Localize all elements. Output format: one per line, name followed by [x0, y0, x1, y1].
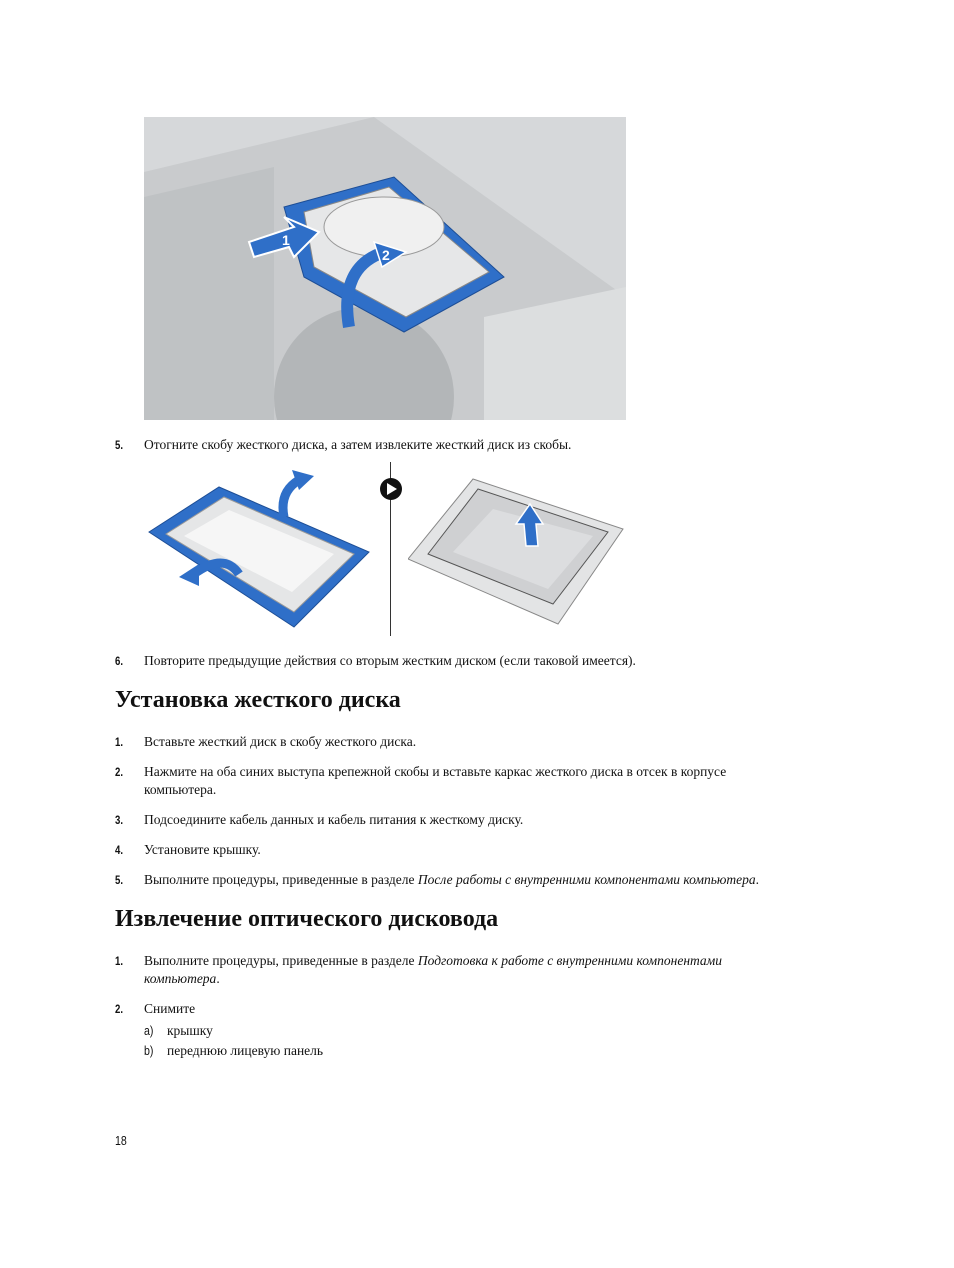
- step-number: 5.: [115, 438, 124, 452]
- cross-reference-link-cont[interactable]: компьютера: [144, 971, 217, 986]
- step-number: 2.: [115, 1002, 124, 1016]
- svg-text:2: 2: [382, 247, 390, 263]
- substep-label: b): [144, 1044, 154, 1058]
- period: .: [755, 872, 760, 887]
- step-text: [144, 952, 722, 970]
- step-number: 1.: [115, 735, 124, 749]
- step-number: 3.: [115, 813, 124, 827]
- section-title-install: Установка жесткого диска: [115, 687, 401, 713]
- step-number: 5.: [115, 873, 124, 887]
- step-number: 2.: [115, 765, 124, 779]
- cross-reference-link[interactable]: Подготовка к работе с внутренними компонентами: [417, 953, 723, 968]
- hdd-lift-figure: [408, 474, 626, 634]
- step-text: Установите крышку.: [144, 842, 261, 857]
- step-text: [144, 871, 759, 889]
- step-text-cont: [144, 970, 220, 988]
- substep-label: a): [144, 1024, 154, 1038]
- step-number: 1.: [115, 954, 124, 968]
- page-number: 18: [115, 1134, 127, 1148]
- step-text: Нажмите на оба синих выступа крепежной скобы и вставьте каркас жесткого диска в отсек в корпусе: [144, 764, 727, 779]
- step-text: Повторите предыдущие действия со вторым жестким диском (если таковой имеется).: [144, 653, 636, 668]
- next-step-icon: [379, 477, 403, 501]
- step-text: Подсоедините кабель данных и кабель питания к жесткому диску.: [144, 812, 524, 827]
- section-title-optical: Извлечение оптического дисковода: [115, 906, 499, 932]
- step-number: 6.: [115, 654, 124, 668]
- substep-text: переднюю лицевую панель: [167, 1043, 324, 1058]
- step-text-plain: Выполните процедуры, приведенные в разделе: [144, 953, 418, 968]
- step-text: Вставьте жесткий диск в скобу жесткого диска.: [144, 734, 417, 749]
- step-number: 4.: [115, 843, 124, 857]
- substep-text: крышку: [167, 1023, 213, 1038]
- step-text-plain: Выполните процедуры, приведенные в разделе: [144, 872, 418, 887]
- hdd-bracket-removal-figure: [144, 117, 626, 420]
- step-text: Отогните скобу жесткого диска, а затем извлеките жесткий диск из скобы.: [144, 437, 572, 452]
- cross-reference-link[interactable]: После работы с внутренними компонентами компьютера: [417, 872, 756, 887]
- step-text-cont: компьютера.: [144, 782, 217, 797]
- period: .: [216, 971, 220, 986]
- bracket-flex-figure: [144, 462, 372, 634]
- svg-text:1: 1: [282, 232, 290, 248]
- step-text: Снимите: [144, 1001, 196, 1016]
